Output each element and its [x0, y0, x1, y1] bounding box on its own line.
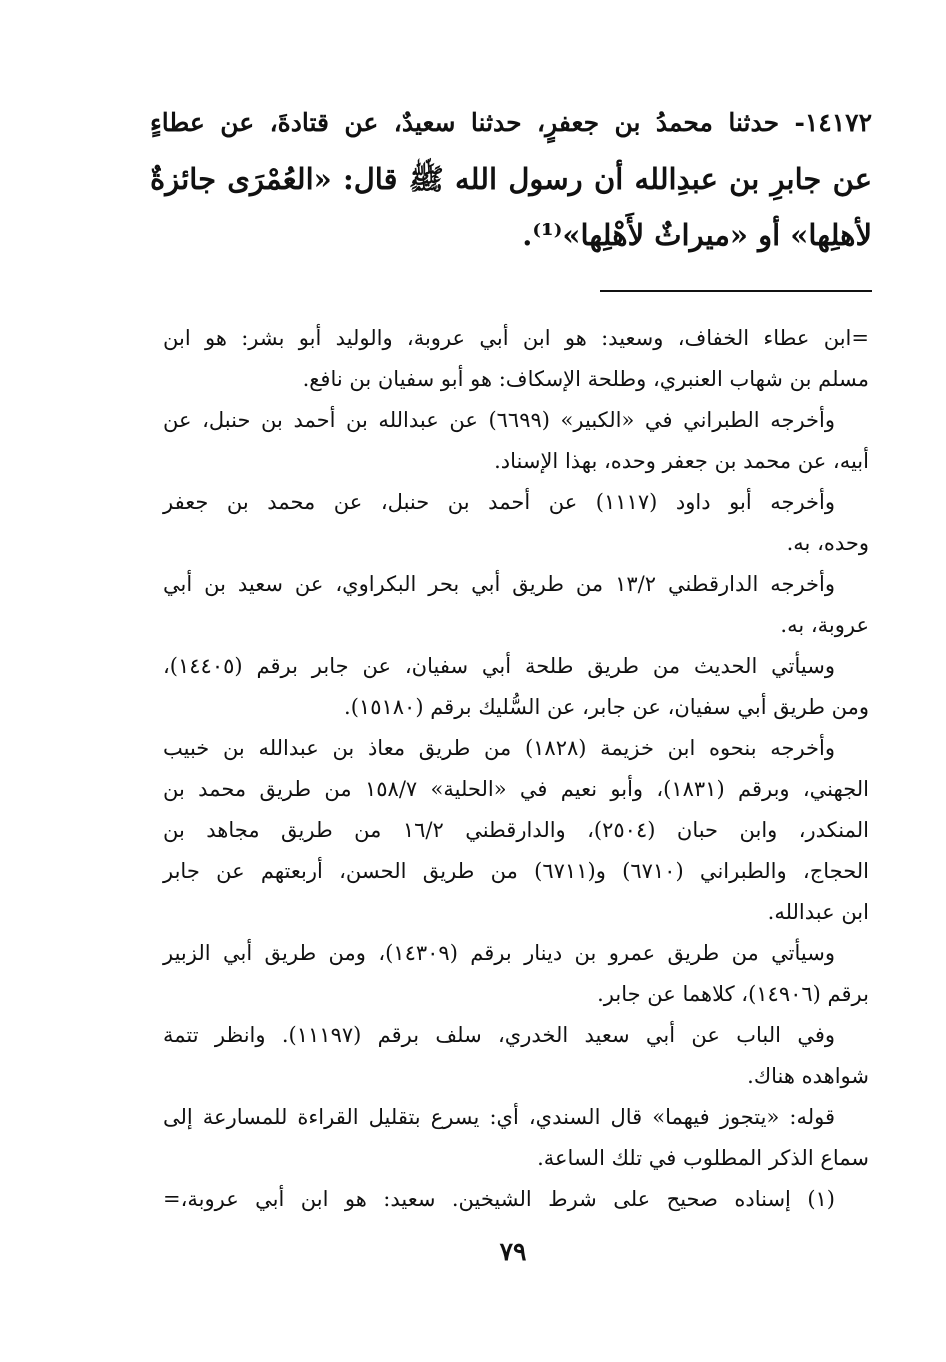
footnote-line-14: الحجاج، والطبراني (٦٧١٠) و(٦٧١١) من طريق الحسن، أربعتهم عن جابر	[163, 859, 870, 883]
footnote-line-2: مسلم بن شهاب العنبري، وطلحة الإسكاف: هو أبو سفيان بن نافع.	[302, 367, 869, 391]
footnote-line-4: أبيه، عن محمد بن جعفر وحده، بهذا الإسناد.	[494, 449, 869, 473]
footnote-divider	[600, 290, 872, 292]
footnote-line-20: قوله: «يتجوز فيهما» قال السندي، أي: يسرع بتقليل القراءة للمسارعة إلى	[163, 1105, 835, 1129]
hadith-line-2: عن جابرِ بن عبدِالله أن رسول الله ﷺ قال: «العُمْرَى جائزةٌ	[150, 162, 872, 196]
hadith-line-1: ١٤١٧٢- حدثنا محمدُ بن جعفرٍ، حدثنا سعيدٌ، عن قتادةَ، عن عطاءٍ	[150, 108, 872, 137]
footnotes	[163, 318, 869, 1220]
footnote-line-7: وأخرجه الدارقطني ١٣/٢ من طريق أبي بحر البكراوي، عن سعيد بن أبي	[163, 572, 835, 596]
hadith-text	[150, 95, 872, 263]
footnote-line-11: وأخرجه بنحوه ابن خزيمة (١٨٢٨) من طريق معاذ بن عبدالله بن خبيب	[163, 736, 835, 760]
footnote-line-8: عروبة، به.	[780, 613, 869, 637]
footnote-line-10: ومن طريق أبي سفيان، عن جابر، عن السُّليك برقم (١٥١٨٠).	[344, 695, 869, 719]
footnote-line-17: برقم (١٤٩٠٦)، كلاهما عن جابر.	[597, 982, 869, 1006]
footnote-line-15: ابن عبدالله.	[767, 900, 869, 924]
footnote-line-22: (١) إسناده صحيح على شرط الشيخين. سعيد: هو ابن أبي عروبة،=	[163, 1187, 835, 1211]
footnote-line-16: وسيأتي من طريق عمرو بن دينار برقم (١٤٣٠٩)، ومن طريق أبي الزبير	[163, 941, 835, 965]
footnote-line-6: وحده، به.	[786, 531, 869, 555]
footnote-line-21: سماع الذكر المطلوب في تلك الساعة.	[537, 1146, 869, 1170]
hadith-line-3: لأهلِها» أو «ميراثٌ لأَهْلِها»⁽¹⁾.	[522, 218, 872, 252]
footnote-line-5: وأخرجه أبو داود (١١١٧) عن أحمد بن حنبل، عن محمد بن جعفر	[163, 490, 835, 514]
footnote-line-12: الجهني، وبرقم (١٨٣١)، وأبو نعيم في «الحلية» ١٥٨/٧ من طريق محمد بن	[163, 777, 869, 801]
footnote-line-3: وأخرجه الطبراني في «الكبير» (٦٦٩٩) عن عبدالله بن أحمد بن حنبل، عن	[163, 408, 836, 432]
footnote-line-9: وسيأتي الحديث من طريق طلحة أبي سفيان، عن جابر برقم (١٤٤٠٥)،	[163, 654, 835, 678]
footnote-line-1: =ابن عطاء الخفاف، وسعيد: هو ابن أبي عروبة، والوليد أبو بشر: هو ابن	[163, 326, 869, 350]
page-number: ٧٩	[499, 1237, 527, 1266]
footnote-line-18: وفي الباب عن أبي سعيد الخدري، سلف برقم (١١١٩٧). وانظر تتمة	[163, 1023, 836, 1047]
footnote-line-13: المنكدر، وابن حبان (٢٥٠٤)، والدارقطني ١٦/٢ من طريق مجاهد بن	[163, 818, 869, 842]
footnote-line-19: شواهده هناك.	[747, 1064, 869, 1088]
